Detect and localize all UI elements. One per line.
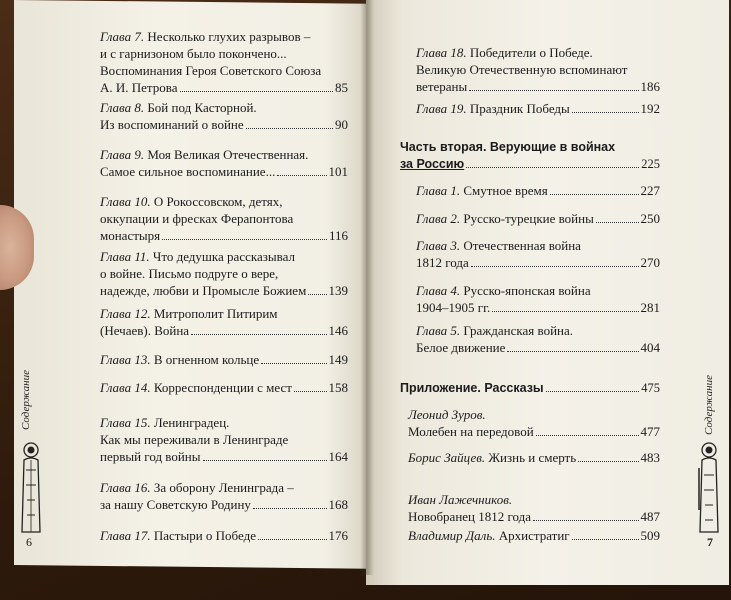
part-two-line2-text: за Россию: [400, 157, 465, 171]
toc-entry-last-line: [416, 254, 660, 271]
entry-title-text: Бой под Касторной.: [147, 100, 257, 115]
entry-title-text: Что дедушка рассказывал: [152, 249, 295, 264]
entry-title-text: Отечественная война: [463, 238, 581, 253]
toc-entry-last-line: [100, 379, 348, 396]
dot-leader: [469, 89, 638, 91]
story-title-line: [408, 508, 660, 525]
dot-leader: [546, 390, 640, 392]
toc-entry-last-line: [100, 527, 348, 544]
dot-leader: [191, 333, 326, 335]
page-ref: 186: [640, 79, 660, 94]
chapter-label: Глава 1.: [416, 183, 464, 198]
dot-leader: [180, 90, 333, 92]
page-ref: 168: [328, 497, 348, 512]
page-ref: 139: [328, 283, 348, 298]
entry-title-text: монастыря: [100, 228, 161, 243]
book-gutter: [360, 0, 374, 575]
page-ref: 281: [640, 300, 660, 315]
page-ref: 85: [335, 80, 348, 95]
toc-entry-last-line: [416, 299, 660, 316]
page-ref: 487: [640, 509, 660, 524]
dot-leader: [294, 390, 327, 392]
entry-title-text: О Рокоссовском, детях,: [153, 194, 283, 209]
toc-entry-last-line: [100, 79, 348, 96]
entry-title-text: (Нечаев). Война: [100, 323, 190, 338]
story-entry: [408, 491, 660, 525]
story-author: Борис Зайцев.: [408, 450, 489, 465]
entry-title-text: А. И. Петрова: [100, 80, 178, 95]
toc-entry: [416, 210, 660, 227]
dot-leader: [261, 362, 326, 364]
toc-entry: [416, 44, 660, 95]
toc-entry-last-line: [416, 78, 660, 95]
chapter-label: Глава 16.: [100, 480, 154, 495]
dot-leader: [572, 111, 639, 113]
toc-entry-line: [416, 322, 660, 339]
part-two-line2: [400, 156, 660, 173]
page-ref: 158: [328, 380, 348, 395]
toc-entry-line: [416, 44, 660, 61]
page-ref: 192: [640, 101, 660, 116]
dot-leader: [162, 238, 327, 240]
dot-leader: [258, 538, 327, 540]
chapter-label: Глава 17.: [100, 528, 154, 543]
story-title: Архистратиг: [498, 528, 570, 543]
entry-title-text: Как мы переживали в Ленинграде: [100, 432, 289, 447]
page-ref: 164: [328, 449, 348, 464]
toc-entry-last-line: [416, 210, 660, 227]
toc-entry-last-line: [416, 339, 660, 356]
running-head-right: Содержание: [703, 375, 715, 436]
dot-leader: [253, 507, 327, 509]
toc-entry: [100, 414, 348, 465]
page-ref: 483: [640, 450, 660, 465]
entry-title-text: Корреспонденции с мест: [153, 380, 292, 395]
saint-ornament-left: [18, 440, 44, 540]
toc-entry-line: [100, 305, 348, 322]
entry-title-text: Смутное время: [463, 183, 548, 198]
dot-leader: [471, 265, 639, 267]
page-number-left: 6: [26, 535, 32, 549]
toc-entry: [100, 351, 348, 368]
toc-entry-line: [100, 210, 348, 227]
chapter-label: Глава 3.: [416, 238, 464, 253]
story-entry: [408, 527, 660, 544]
dot-leader: [533, 519, 638, 521]
toc-entry-last-line: [100, 227, 348, 244]
toc-entry-line: [100, 146, 348, 163]
dot-leader: [277, 174, 326, 176]
toc-entry: [416, 322, 660, 356]
chapter-label: Глава 18.: [416, 45, 470, 60]
toc-entry-line: [416, 61, 660, 78]
toc-entry: [100, 193, 348, 244]
chapter-label: Глава 14.: [100, 380, 154, 395]
dot-leader: [203, 459, 327, 461]
toc-entry-line: [100, 431, 348, 448]
page-ref: 509: [640, 528, 660, 543]
part-two-heading: [400, 139, 660, 173]
entry-title-text: 1904–1905 гг.: [416, 300, 491, 315]
dot-leader: [466, 166, 639, 168]
entry-title-text: ветераны: [416, 79, 468, 94]
toc-entry: [100, 527, 348, 544]
toc-entry-last-line: [100, 163, 348, 180]
story-entry: [408, 406, 660, 440]
page-ref: 477: [640, 424, 660, 439]
chapter-label: Глава 11.: [100, 249, 153, 264]
toc-entry-last-line: [100, 116, 348, 133]
dot-leader: [536, 434, 639, 436]
entry-title-text: В огненном кольце: [153, 352, 260, 367]
chapter-label: Глава 7.: [100, 29, 148, 44]
toc-entry: [416, 237, 660, 271]
page-ref: 250: [640, 211, 660, 226]
toc-entry-line: [100, 99, 348, 116]
page-ref: 149: [328, 352, 348, 367]
chapter-label: Глава 5.: [416, 323, 464, 338]
page-number-right: 7: [707, 535, 713, 549]
page-ref: 475: [641, 381, 660, 395]
entry-title-text: оккупации и фресках Ферапонтова: [100, 211, 294, 226]
entry-title-text: Пастыри о Победе: [153, 528, 256, 543]
page-ref: 146: [328, 323, 348, 338]
chapter-label: Глава 8.: [100, 100, 148, 115]
toc-entry: [416, 282, 660, 316]
chapter-label: Глава 19.: [416, 101, 470, 116]
story-title-line: [408, 423, 660, 440]
dot-leader: [308, 293, 326, 295]
toc-entry-line: [100, 414, 348, 431]
page-ref: 116: [328, 228, 348, 243]
entry-title-text: Русско-турецкие войны: [463, 211, 594, 226]
entry-title-text: Митрополит Питирим: [153, 306, 278, 321]
toc-entry: [100, 28, 348, 96]
toc-entry-line: [100, 45, 348, 62]
toc-entry-last-line: [416, 182, 660, 199]
appendix-title: Приложение. Рассказы: [400, 381, 544, 395]
dot-leader: [246, 127, 333, 129]
dot-leader: [578, 460, 638, 462]
entry-title-text: Самое сильное воспоминание...: [100, 164, 276, 179]
toc-entry-last-line: [100, 322, 348, 339]
chapter-label: Глава 10.: [100, 194, 154, 209]
entry-title-text: Воспоминания Героя Советского Союза: [100, 63, 322, 78]
toc-entry-line: [100, 479, 348, 496]
entry-title-text: Гражданская война.: [463, 323, 574, 338]
story-title: Жизнь и смерть: [488, 450, 577, 465]
toc-entry-last-line: [100, 282, 348, 299]
toc-entry-last-line: [100, 496, 348, 513]
toc-entry: [100, 99, 348, 133]
story-title-line: [408, 527, 660, 544]
page-ref: 101: [328, 164, 348, 179]
page-ref: 176: [328, 528, 348, 543]
entry-title-text: за нашу Советскую Родину: [100, 497, 251, 512]
toc-entry-last-line: [100, 448, 348, 465]
toc-entry-line: [100, 28, 348, 45]
chapter-label: Глава 2.: [416, 211, 464, 226]
toc-entry-line: [100, 193, 348, 210]
dot-leader: [492, 310, 638, 312]
story-title: Молебен на передовой: [408, 424, 534, 439]
toc-entry: [416, 100, 660, 117]
story-author: Леонид Зуров.: [408, 407, 486, 422]
story-author: Иван Лажечников.: [408, 492, 513, 507]
saint-ornament-right: [696, 440, 722, 540]
toc-entry-line: [416, 237, 660, 254]
entry-title-text: первый год войны: [100, 449, 201, 464]
chapter-label: Глава 12.: [100, 306, 154, 321]
entry-title-text: Праздник Победы: [469, 101, 570, 116]
page-ref: 270: [640, 255, 660, 270]
running-head-left: Содержание: [20, 370, 32, 431]
entry-title-text: 1812 года: [416, 255, 469, 270]
toc-entry: [100, 248, 348, 299]
toc-entry-last-line: [100, 351, 348, 368]
toc-entry: [416, 182, 660, 199]
toc-entry: [100, 479, 348, 513]
chapter-label: Глава 15.: [100, 415, 154, 430]
entry-title-text: Из воспоминаний о войне: [100, 117, 244, 132]
toc-entry: [100, 379, 348, 396]
entry-title-text: Белое движение: [416, 340, 506, 355]
toc-entry: [100, 305, 348, 339]
page-ref: 404: [640, 340, 660, 355]
dot-leader: [507, 350, 638, 352]
entry-title-text: Русско-японская война: [463, 283, 591, 298]
page-ref: 225: [641, 157, 660, 171]
entry-title-text: За оборону Ленинграда –: [153, 480, 294, 495]
toc-entry-line: [416, 282, 660, 299]
dot-leader: [550, 193, 639, 195]
chapter-label: Глава 4.: [416, 283, 464, 298]
chapter-label: Глава 13.: [100, 352, 154, 367]
appendix-line: [400, 380, 660, 397]
entry-title-text: и с гарнизоном было покончено...: [100, 46, 287, 61]
appendix-heading: [400, 380, 660, 397]
entry-title-text: Великую Отечественную вспоминают: [416, 62, 628, 77]
toc-entry-line: [100, 265, 348, 282]
chapter-label: Глава 9.: [100, 147, 148, 162]
page-ref: 227: [640, 183, 660, 198]
story-title: Новобранец 1812 года: [408, 509, 532, 524]
entry-title-text: Моя Великая Отечественная.: [147, 147, 309, 162]
story-entry: [408, 449, 660, 466]
story-title-line: [408, 449, 660, 466]
toc-entry: [100, 146, 348, 180]
entry-title-text: о войне. Письмо подруге о вере,: [100, 266, 279, 281]
part-two-line1: Часть вторая. Верующие в войнах: [400, 140, 616, 154]
dot-leader: [572, 538, 639, 540]
entry-title-text: Несколько глухих разрывов –: [147, 29, 311, 44]
entry-title-text: надежде, любви и Промысле Божием: [100, 283, 307, 298]
entry-title-text: Победители о Победе.: [469, 45, 593, 60]
page-ref: 90: [335, 117, 348, 132]
toc-entry-line: [100, 62, 348, 79]
toc-entry-last-line: [416, 100, 660, 117]
entry-title-text: Ленинградец.: [153, 415, 230, 430]
toc-entry-line: [100, 248, 348, 265]
story-author: Владимир Даль.: [408, 528, 499, 543]
dot-leader: [596, 221, 639, 223]
